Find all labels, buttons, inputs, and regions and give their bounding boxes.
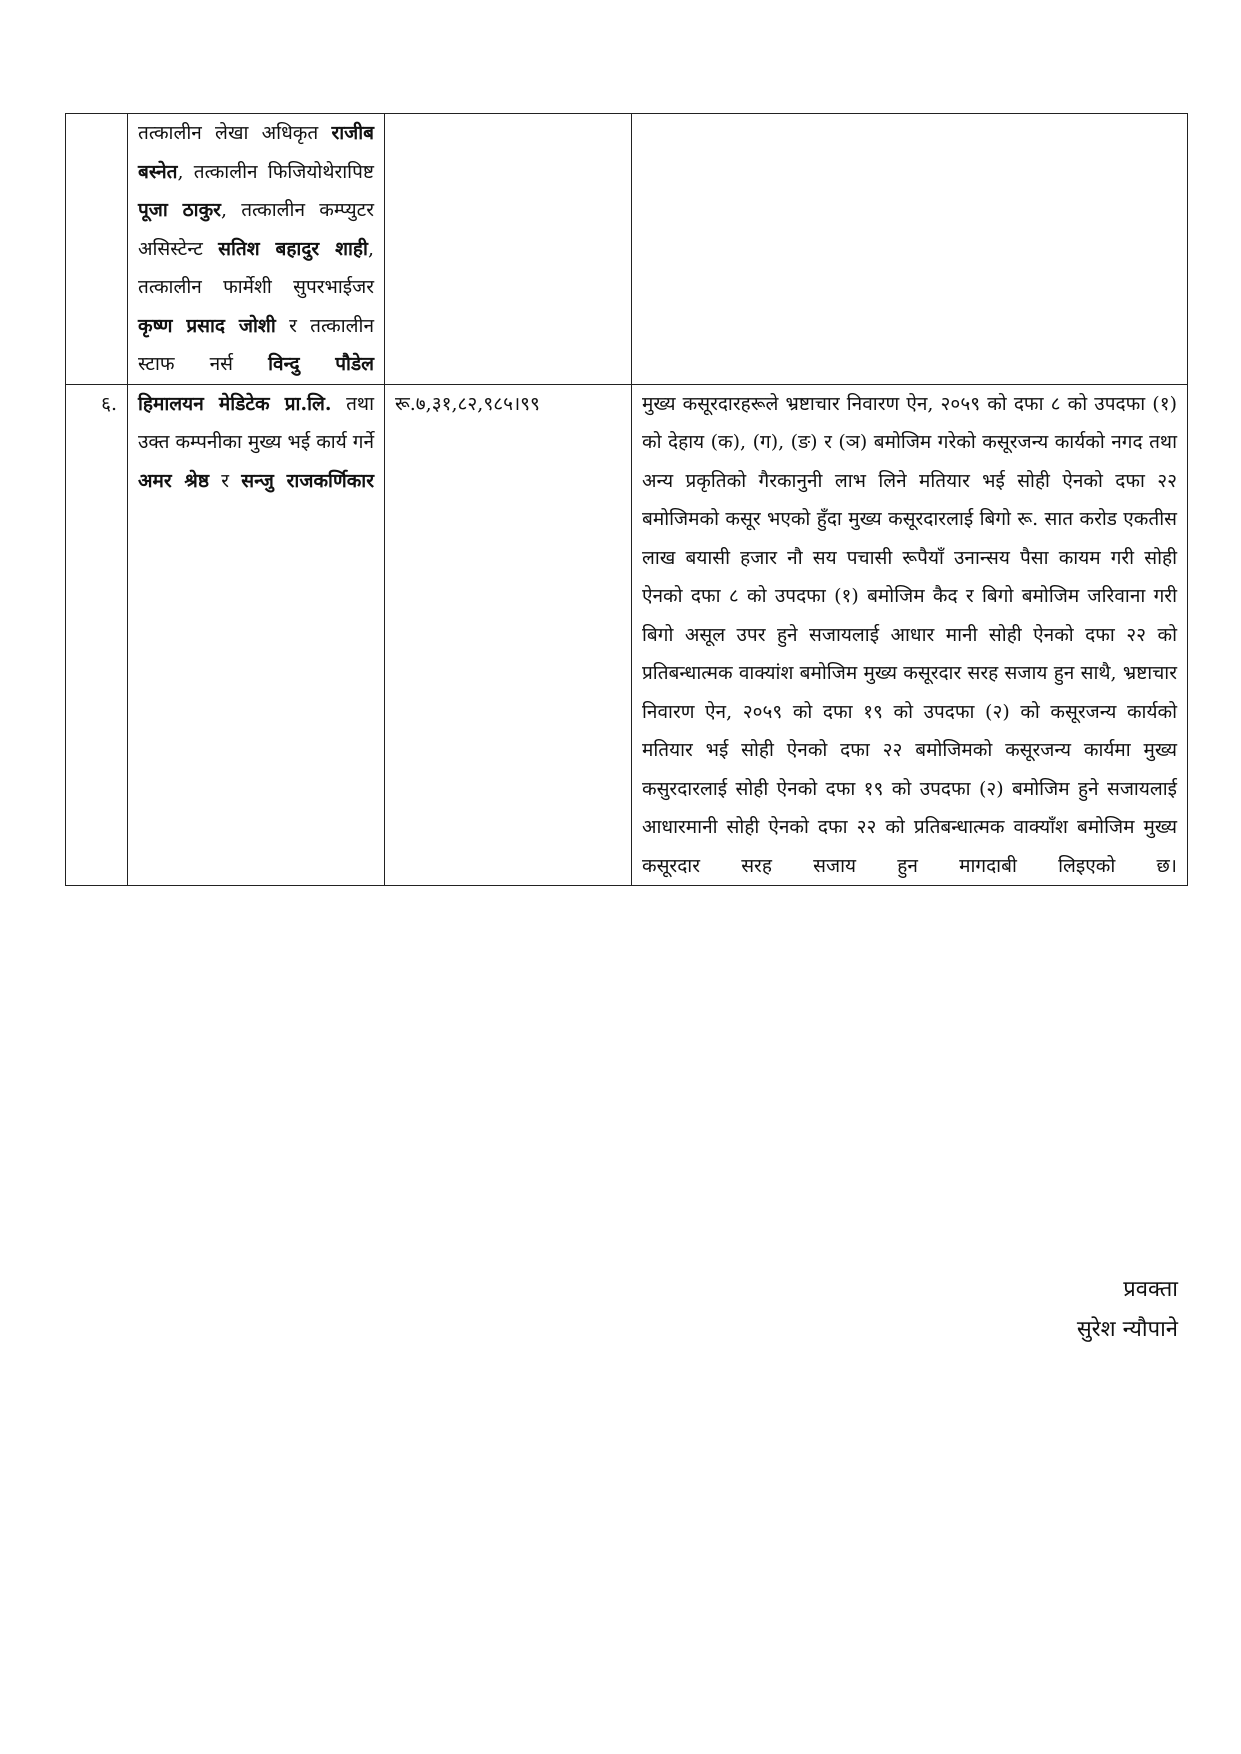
amount-cell (385, 114, 632, 385)
role-text: तथा उक्त कम्पनीका मुख्य भई कार्य गर्ने (138, 392, 375, 453)
person-name: सतिश बहादुर शाही (218, 237, 368, 260)
role-text: , तत्कालीन फार्मेशी सुपरभाईजर (138, 237, 374, 298)
role-text: तत्कालीन लेखा अधिकृत (138, 122, 332, 144)
person-name: राजीब बस्नेत (138, 122, 374, 183)
charge-cell (632, 114, 1188, 385)
serial-number-cell: ६. (66, 384, 128, 886)
role-text: र (209, 469, 242, 492)
case-table (65, 113, 1188, 886)
table-row-continued (66, 114, 1188, 385)
role-text: , तत्कालीन फिजियोथेरापिष्ट (177, 160, 374, 183)
signature-block (1077, 1270, 1178, 1350)
amount-cell: रू.७,३१,८२,९८५।९९ (385, 384, 632, 886)
defendants-cell (128, 384, 385, 886)
spokesperson-title: प्रवक्ता (1123, 1277, 1178, 1302)
person-name: अमर श्रेष्ठ (138, 469, 210, 492)
person-name: कृष्ण प्रसाद जोशी (138, 314, 276, 337)
table-row-6 (66, 384, 1188, 886)
role-text: , तत्कालीन कम्प्युटर असिस्टेन्ट (138, 199, 374, 260)
serial-number-cell (66, 114, 128, 385)
defendants-cell (128, 114, 385, 385)
charge-cell: मुख्य कसूरदारहरूले भ्रष्टाचार निवारण ऐन, २०५९ को दफा ८ को उपदफा (१) को देहाय (क), (ग), (ङ) र (ञ) बमोजिम गरेको कसूरजन्य कार्यको नगद तथा अन्य प्रकृतिको गैरकानुनी लाभ लिने मतियार भई सोही ऐनको दफा २२ बमोजिमको कसूर भएको हुँदा मुख्य कसूरदारलाई बिगो रू. सात करोड एकतीस लाख बयासी हजार नौ सय पचासी रूपैयाँ उनान्सय पैसा कायम गरी सोही ऐनको दफा ८ को उपदफा (१) बमोजिम कैद र बिगो बमोजिम जरिवाना गरी बिगो असूल उपर हुने सजायलाई आधार मानी सोही ऐनको दफा २२ को प्रतिबन्धात्मक वाक्यांश बमोजिम मुख्य कसूरदार सरह सजाय हुन साथै, भ्रष्टाचार निवारण ऐन, २०५९ को दफा १९ को उपदफा (२) को कसूरजन्य कार्यको मतियार भई सोही ऐनको दफा २२ बमोजिमको कसूरजन्य कार्यमा मुख्य कसुरदारलाई सोही ऐनको दफा १९ को उपदफा (२) बमोजिम हुने सजायलाई आधारमानी सोही ऐनको दफा २२ को प्रतिबन्धात्मक वाक्याँश बमोजिम मुख्य कसूरदार सरह सजाय हुन मागदाबी लिइएको छ। (632, 384, 1188, 886)
person-name: सन्जु राजकर्णिकार (241, 469, 374, 492)
person-name: विन्दु पौडेल (268, 353, 374, 375)
person-name: हिमालयन मेडिटेक प्रा.लि. (138, 392, 332, 415)
spokesperson-name: सुरेश न्यौपाने (1076, 1317, 1178, 1342)
role-text: र तत्कालीन स्टाफ नर्स (138, 314, 374, 375)
person-name: पूजा ठाकुर (138, 199, 221, 221)
